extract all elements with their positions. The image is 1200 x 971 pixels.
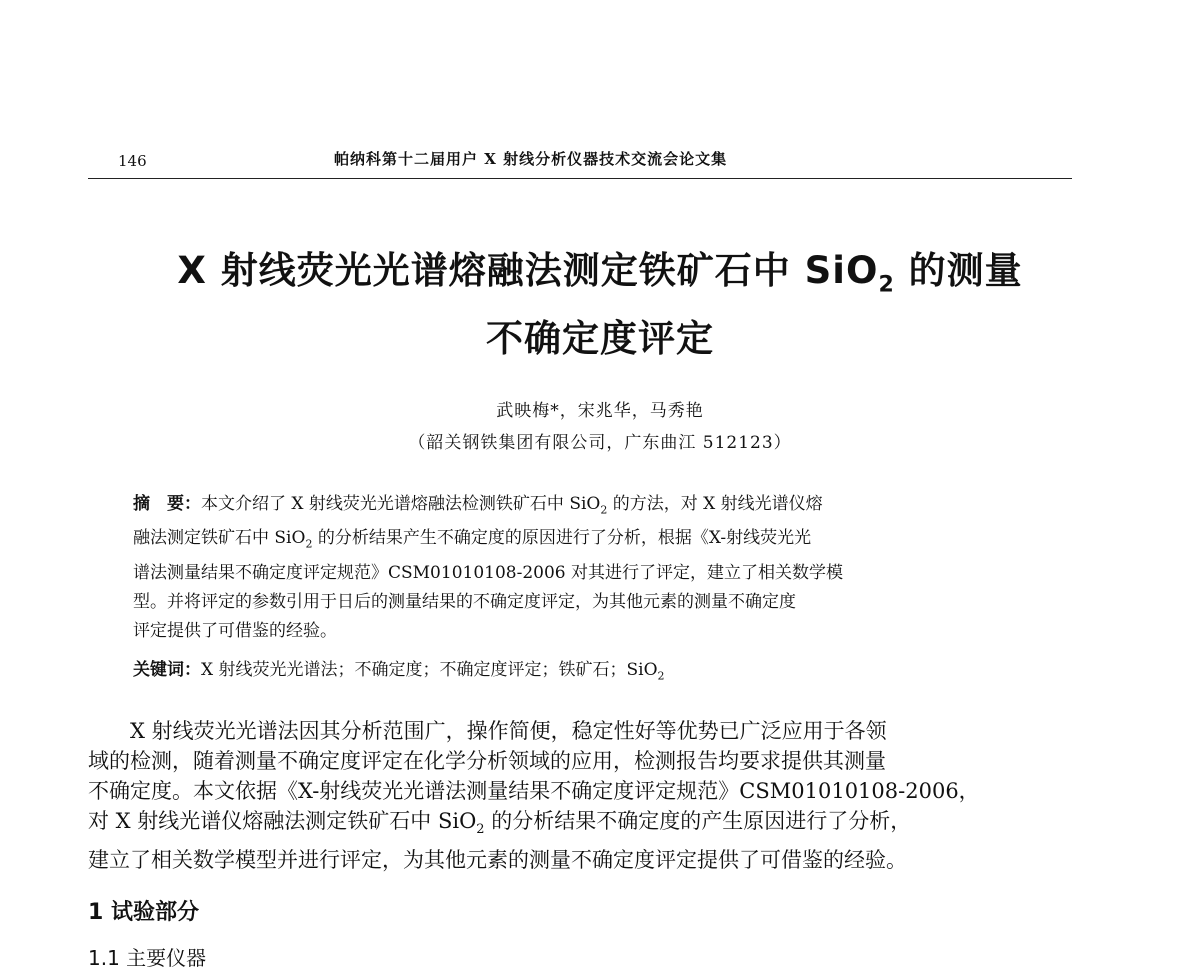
abstract-line: 摘 要：本文介绍了 X 射线荧光光谱熔融法检测铁矿石中 SiO$_2$ 的方法，对 X 射线光谱仪熔 [133, 494, 823, 517]
keywords-label: 关键词 [133, 660, 184, 680]
paper-title-line-1: X 射线荧光光谱熔融法测定铁矿石中 SiO$_2$ 的测量 [177, 249, 1023, 298]
paragraph-line: 对 X 射线光谱仪熔融法测定铁矿石中 SiO$_2$ 的分析结果不确定度的产生原因进行了分析， [88, 809, 912, 838]
subsection-heading: 1.1 主要仪器 [88, 946, 207, 970]
section-heading: 1 试验部分 [88, 900, 199, 925]
abstract [133, 490, 1053, 646]
paper-title-line-2: 不确定度评定 [486, 317, 714, 360]
paragraph-line: 域的检测，随着测量不确定度评定在化学分析领域的应用，检测报告均要求提供其测量 [88, 749, 886, 773]
paragraph-line: 不确定度。本文依据《X-射线荧光光谱法测量结果不确定度评定规范》CSM01010108-2006， [88, 779, 980, 803]
affiliation: （韶关钢铁集团有限公司，广东曲江 512123） [408, 433, 792, 453]
page-number: 146 [118, 152, 147, 170]
paragraph-line: X 射线荧光光谱法因其分析范围广，操作简便，稳定性好等优势已广泛应用于各领 [88, 719, 887, 743]
abstract-line: 评定提供了可借鉴的经验。 [133, 620, 337, 641]
page-header [88, 148, 1072, 179]
authors: 武映梅*，宋兆华，马秀艳 [496, 401, 704, 421]
keywords: 关键词：X 射线荧光光谱法；不确定度；不确定度评定；铁矿石；SiO$_2$ [133, 660, 665, 683]
abstract-label: 摘 要 [133, 494, 184, 514]
paragraph-line: 建立了相关数学模型并进行评定，为其他元素的测量不确定度评定提供了可借鉴的经验。 [88, 848, 907, 873]
abstract-line: 型。并将评定的参数引用于日后的测量结果的不确定度评定，为其他元素的测量不确定度 [133, 591, 796, 612]
abstract-line: 融法测定铁矿石中 SiO$_2$ 的分析结果产生不确定度的原因进行了分析，根据《X-射线荧光光 [133, 528, 812, 551]
intro-paragraph [88, 716, 1088, 875]
abstract-line: 谱法测量结果不确定度评定规范》CSM01010108-2006 对其进行了评定，建立了相关数学模 [133, 562, 843, 583]
running-title: 帕纳科第十二届用户 X 射线分析仪器技术交流会论文集 [334, 150, 728, 168]
